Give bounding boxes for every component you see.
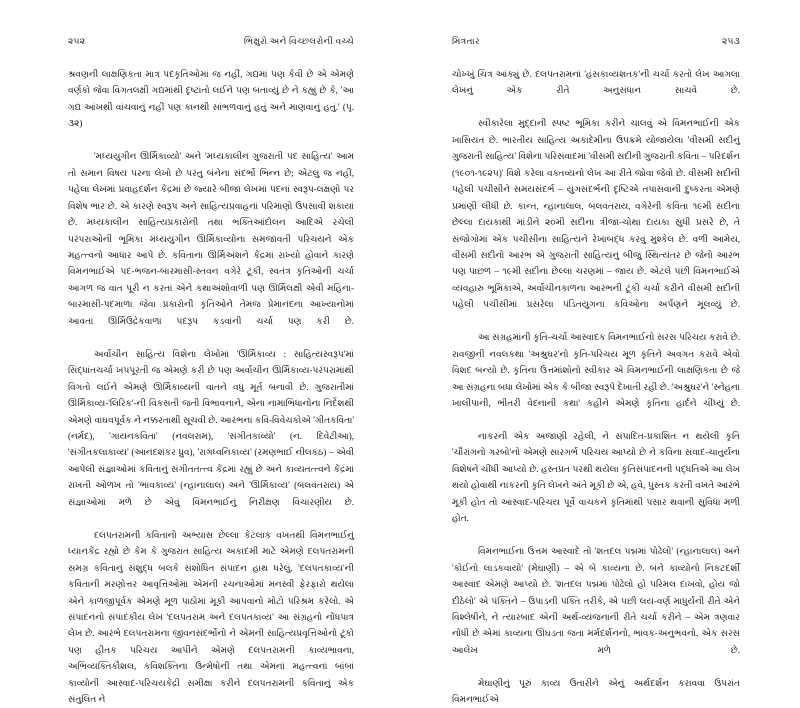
paragraph: દલપતરામની કવિતાનો અભ્યાસ છેલ્લા કેટલાક વખતથી વિમનભાઈનું ધ્યાનકેંદ્ર રહ્યો છે કેમ કે ગુજરાત સાહિત્ય અકાદમી માટે એમણે દલપતરામની સમગ્ર કવિતાનું સંશુદ્ધ બલકે સંશોધિત સંપાદન હાથ ધરેલું. 'દલપતકાવ્ય'ની કવિતાની મરણોત્તર આવૃત્તિઓમાં એમની રચનાઓમાં મનસ્વી ફેરફારો થયેલા એને કાળજીપૂર્વક એમણે મૂળ પાઠોમાં મૂકી આપવાનો મોટો પરિશ્રમ કરેલો. એ સંપાદનનો સંપાદકીય લેખ 'દલપતરામ અને દલપતકાવ્ય' આ સંગ્રહનો નોંધપાત્ર લેખ છે. આરંભે દલપતરામના જીવનસંદર્ભોનો ને એમની સાહિત્યપ્રવૃત્તિઓનો ટૂંકો પણ હીતક પરિચય આપીને એમણે દલપતરામની કાવ્યભાવના, અભિવ્યક્તિકૌશલ, કવિશક્તિના ઉન્મેષોની તથા એમનાં મહત્ત્વનાં બાંબાં કાવ્યોની આસ્વાદ-પરિચયકેંદ્રી સમીક્ષા કરીને દલપતરામની કવિતાનું એક સંતુલિત ને [68,529,354,705]
right-page-body [452,66,740,708]
paragraph: વિમનભાઈના ઉત્તમ આસ્વાદે તો 'શતદલ પદ્મમાં પોઢેલો' (ન્હાનાલાલ) અને 'કોઈનો લાડકવાયો' (મેઘાણી) – એ બે કાવ્યના છે. બંને કાવ્યોનો નિકટદર્શી આસ્વાદ એમણે આપ્યો છે. 'શતદલ પદ્મમાં પોઢેલો હો પરિમલ દાખવો, હોય જો દીઠેલો' એ પંક્તિને – ઉપાડની પંક્તિ તરીકે, એ પછી લય-વર્ણ માધુર્યની રીતે એને વિશ્લેષીને, ને ત્યારબાદ એની અર્થ-વ્યંજનાની રીતે ચર્ચા કરીને – એમ ત્રણવાર નોંધી છે એમાં કાવ્યના ઊઘડતા જતા મર્મદર્શનનો, ભાવક-અનુભવનો, એક સરસ આલેખ મળે છે. [452,546,740,655]
paragraph: મેઘાણીનું પૂરું કાવ્ય ઉતારીને એનું અર્થદર્શન કરાવવા ઉપરાંત વિમનભાઈએ [452,677,740,705]
right-page-running-head [452,36,740,52]
right-page [400,0,800,705]
paragraph: સ્વીકારેલા મુદ્દાની સ્પષ્ટ ભૂમિકા કરીને ચાલવું એ વિમનભાઈની એક ખાસિયત છે. ભારતીય સાહિત્ય અકાદેમીના ઉપક્રમે યોજાયેલા 'વીસમી સદીનું ગુજરાતી સાહિત્ય' વિશેના પરિસંવાદમાં 'વીસમી સદીની ગુજરાતી કવિતા – પરિદર્શન (૧૯૦૧-૧૯૨૫)' વિશે કરેલા વક્તવ્યનો લેખ આ રીતે જોવા જેવો છે. વીસમી સદીની પહેલી પચીસીને સમયસંદર્ભ – યુગસંદર્ભની દૃષ્ટિએ તપાસવાની દુષ્કરતા એમણે પ્રમાણી લીધી છે. કાન્ત, ન્હાનાલાલ, બલવંતરાય, વગેરેની કવિતા ૧૯મી સદીના છેલ્લા દાયકાથી માંડીને ૨૦મી સદીના ત્રીજા-ચોથા દાયકા સુધી પ્રસરે છે, તે સંજોગોમાં એક પચીસીના સાહિત્યને રેખાબદ્ધ કરવું મુશ્કેલ છે. વળી આમેય, વીસમી સદીનો આરંભ એ ગુજરાતી સાહિત્યનું બીજું સ્થિત્યંતર છે જેનો આરંભ પણ પાછળ – ૧૯મી સદીના છેલ્લા ચરણમાં – જાય છે. એટલે પછી વિમનભાઈએ વ્યવહારુ ભૂમિકાએ, અર્વાચીનકાળના આરંભની ટૂંકી ચર્ચા કરીને વીસમી સદીની પહેલી પચીસીમાં પ્રસરેલા પંડિતયુગના કવિઓના અર્પણને મૂલવ્યું છે. [452,118,740,310]
paragraph: અર્વાચીન સાહિત્ય વિશેના લેખોમાં 'ઊર્મિકાવ્ય : સાહિત્યસ્વરૂપ'માં સિદ્ધાંતચર્ચા ખપપૂરતી જ એમણે કરી છે પણ અર્વાચીન ઊર્મિકાવ્ય-પરંપરામાંથી વિગતો લઈને એમણે ઊર્મિકાવ્યની વાતને વધુ મૂર્ત બનાવી છે. ગુજરાતીમાં ઊર્મિકાવ્ય-'લિરિક'-ની વિકસતી જતી વિભાવનાને, એના નામાભિધાનોના નિર્દેશથી એમણે વાઘવપૂર્વક ને નક્કરતાથી સૂચવી છે. આરંભના કવિ-વિવેચકોએ 'ગીતકવિતા' (નર્મદ), 'ગાયનકવિતા' (નવલરામ), 'સંગીતકાવ્યો' (ન. દિવેટીઆ), 'સંગીતકલાકાવ્ય' (આનંદશંકર ધ્રુવ), 'રાગધ્વનિકાવ્ય' (રમણભાઈ નીલકંઠ) – એવી આપેલી સંજ્ઞાઓમાં કવિતાનું સંગીતતત્ત્વ કેંદ્રમાં રહ્યું છે અને કાવ્યતત્ત્વને કેંદ્રમાં રાખતી ઓળખ તો 'ભાવકાવ્ય' (ન્હાનાલાલ) અને 'ઊર્મિકાવ્ય' (બલવંતરાય) એ સંજ્ઞાઓમાં મળે છે એવું વિમનભાઈનું નિરીક્ષણ વિચારણીય છે. [68,348,354,507]
paragraph: આ સંગ્રહમાંની કૃતિ-ચર્ચા આસ્વાદક વિમનભાઈનો સરસ પરિચય કરાવે છે. રાવજીની નવલકથા 'અશ્રુઘર'નો કૃતિ-પરિચય મૂળ કૃતિને અવગત કરાવે એવો વિશદ બન્યો છે. કૃતિના ઉત્તમાંશોનો સ્વીકાર એ વિમનભાઈની લાક્ષણિકતા છે જે આ સંગ્રહના બધા લેખોમાં એક કે બીજા સ્વરૂપે દેખાતી રહી છે. 'અશ્રુઘર'ને 'સ્નેહના ખાલીપાની, ભીતરી વેદનાની કથા' કહીને એમણે કૃતિના હાર્દને ચીંધ્યું છે. [452,332,740,409]
paragraph: નાકરની એક અજાણી રહેલી, ને સંપાદિત-પ્રકાશિત ન થયેલી કૃતિ 'ચૌરાંગનો ગરબો'નો એમણે સારગર્ભ પરિચય આપ્યો છે ને કવિના સંવાદ-ચાતુર્યના વિશેષને ચીંધી આપ્યો છે. હસ્તપ્રત પરથી થયેલા કૃતિસંપાદનની પદ્ધતિએ આ લેખ થયો હોવાથી નાકરની કૃતિ લેખને અંતે મૂકી છે એ, હવે, પુસ્તક કરતી વખતે આરંભે મૂકી હોત તો આસ્વાદ-પરિચય પૂર્વે વાચકને કૃતિમાંથી પસાર થવાની સુવિધા મળી હોત. [452,430,740,524]
paragraph: 'મધ્યયુગીન ઊર્મિકાવ્યો' અને 'મધ્યકાલીન ગુજરાતી પદ સાહિત્ય' આમ તો સમાન વિષય પરના લેખો છે પરંતુ બંનેના સંદર્ભો ભિન્ન છે; એટલું જ નહીં, પહેલા લેખમાં પ્રવાહદર્શન કેંદ્રમાં છે જ્યારે બીજા લેખમાં પદનાં સ્વરૂપ-લક્ષણો પર વિશેષ ભાર છે. એ કારણે સ્વરૂપ અને સાહિત્યપ્રવાહનાં પરિમાણો ઉપસાવી શકાયાં છે. મધ્યકાલીન સાહિત્યપ્રકારોની તથા ભક્તિઆંદોલન આદિએ રચેલી પરંપરાઓની ભૂમિકા મધ્યયુગીન ઊર્મિકાવ્યોના સમજાવતી પરિચયને એક મહત્ત્વનો આધાર આપે છે. કવિતાના ઊર્મિઅંશને કેંદ્રમાં રાખ્યો હોવાને કારણે વિમનભાઈએ પદ-ભજન-બારમાસી-સ્તવન વગેરે ટૂંકી, સ્વતંત્ર કૃતિઓની ચર્ચા આગળ જ વાત પૂરી ન કરતાં એને કથાઅંશોવાળી પણ ઊર્મિલક્ષી એવી મહિના-બારમાસી-પદમાળા જેવા પ્રકારોની કૃતિઓને તેમજ પ્રેમાનંદના આખ્યાનોમાં આવતાં ઊર્મિઉદ્રેકવાળાં પદરૂપ કડવાંની ચર્ચા પણ કરી છે. [68,151,354,326]
paragraph: ચોખ્ખું ચિત્ર આંક્યું છે. દલપતરામનાં 'હંસકાવ્યશતક'ની ચર્ચા કરતો લેખ આગલા લેખનું એક રીતે અનુસંધાન સાચવે છે. [452,69,740,96]
paragraph: શ્રવણની લાક્ષણિકતા માત્ર પદકૃતિઓમાં જ નહીં, ગદ્યમાં પણ કેવી છે એ એમણે વર્ણકો જેવા વિગતલક્ષી ગદ્યમાંથી દૃષ્ટાંતો લઈને પણ બતાવ્યું છે ને કહ્યું છે કે, 'આ ગદ્ય આંખથી વાંચવાનું નહીં પણ કાનથી સાંભળવાનું હતું અને માણવાનું હતું.' (પૃ. ૩૨) [68,69,354,129]
left-page-folio: ૨૫૨ [68,36,86,46]
left-page-body [68,66,354,708]
left-page [0,0,400,705]
right-page-head-title: મિત્રતાર [452,36,480,46]
right-page-folio: ૨૫૩ [722,36,740,46]
left-page-running-head [68,36,354,52]
left-page-head-title: ભિક્ષુરો અને વિચ્છલરોની વચ્ચે [243,36,354,46]
